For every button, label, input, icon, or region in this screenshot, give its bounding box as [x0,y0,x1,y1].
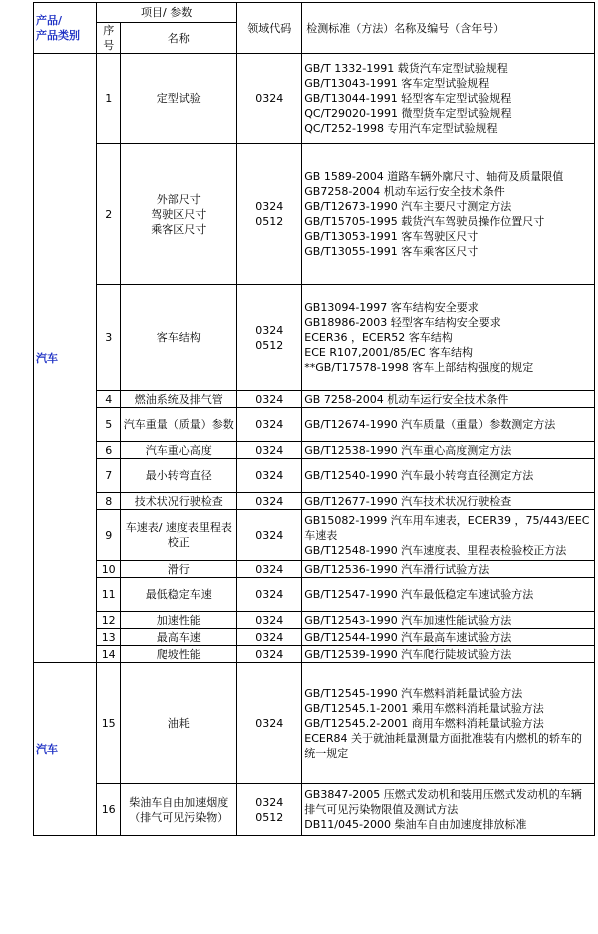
item-name: 油耗 [121,663,237,784]
row-number: 15 [97,663,121,784]
header-row-1 [34,3,595,23]
row-number: 5 [97,408,121,442]
text-line: QC/T252-1998 专用汽车定型试验规程 [304,122,498,135]
text-line: GB/T13044-1991 轻型客车定型试验规程 [304,92,512,105]
text-line: ECER84 关于就油耗量测量方面批准装有内燃机的轿车的统一规定 [304,731,582,760]
field-code: 0324 [237,493,302,510]
text-line: 外部尺寸 [156,192,201,206]
row-number: 3 [97,285,121,391]
text-line: 0324 [255,795,284,809]
field-code: 0324 [237,612,302,629]
standard-text: GB/T12547-1990 汽车最低稳定车速试验方法 [302,578,595,612]
table-row [34,408,595,442]
text-line: **GB/T17578-1998 客车上部结构强度的规定 [304,361,534,374]
row-number: 2 [97,144,121,285]
header-standard: 检测标准（方法）名称及编号（含年号） [302,3,595,54]
standard-text: GB/T12536-1990 汽车滑行试验方法 [302,561,595,578]
field-code: 0324 [237,629,302,646]
text-line: QC/T29020-1991 微型货车定型试验规程 [304,107,512,120]
text-line: ECE R107,2001/85/EC 客车结构 [304,346,474,359]
field-code: 0324 [237,561,302,578]
item-name [121,144,237,285]
text-line: GB/T12548-1990 汽车速度表、里程表检验校正方法 [304,543,567,557]
item-name: 滑行 [121,561,237,578]
standard-text [302,144,595,285]
text-line: 产品类别 [36,29,80,42]
standard-text [302,285,595,391]
table-row [34,612,595,629]
standard-text: GB/T12539-1990 汽车爬行陡坡试验方法 [302,646,595,663]
text-line: GB18986-2003 轻型客车结构安全要求 [304,316,501,329]
standard-text: GB/T12538-1990 汽车重心高度测定方法 [302,442,595,459]
field-code [237,784,302,836]
text-line: GB13094-1997 客车结构安全要求 [304,301,479,314]
text-line: GB3847-2005 压燃式发动机和装用压燃式发动机的车辆排气可见污染物限值及测试方法 [304,788,582,816]
text-line: ECER36 ，ECER52 客车结构 [304,331,453,344]
table-row [34,629,595,646]
row-number: 8 [97,493,121,510]
field-code: 0324 [237,391,302,408]
item-name: 柴油车自由加速烟度 （排气可见污染物） [121,784,237,836]
row-number: 16 [97,784,121,836]
item-name: 车速表/ 速度表里程表校正 [121,510,237,561]
text-line: DB11/045-2000 柴油车自由加速度排放标准 [304,818,527,831]
item-name: 汽车重量（质量）参数 [121,408,237,442]
text-line: GB/T12545.1-2001 乘用车燃料消耗量试验方法 [304,701,544,715]
category-cell: 汽车 [34,54,97,663]
text-line: 驾驶区尺寸 [151,207,207,221]
standard-text [302,54,595,144]
standard-text [302,663,595,784]
item-name: 汽车重心高度 [121,442,237,459]
item-name: 最低稳定车速 [121,578,237,612]
standard-text: GB 7258-2004 机动车运行安全技术条件 [302,391,595,408]
text-line: 0324 [255,323,284,337]
text-line: GB/T12545.2-2001 商用车燃料消耗量试验方法 [304,716,544,730]
text-line: GB/T12673-1990 汽车主要尺寸测定方法 [304,200,512,213]
field-code: 0324 [237,510,302,561]
item-name: 加速性能 [121,612,237,629]
field-code: 0324 [237,646,302,663]
text-line: 乘客区尺寸 [151,222,207,236]
item-name: 爬坡性能 [121,646,237,663]
row-number: 7 [97,459,121,493]
standard-text: GB/T12677-1990 汽车技术状况行驶检查 [302,493,595,510]
item-name: 燃油系统及排气管 [121,391,237,408]
text-line: GB/T13053-1991 客车驾驶区尺寸 [304,230,479,243]
header-item-param: 项目/ 参数 [97,3,237,23]
field-code: 0324 [237,578,302,612]
row-number: 1 [97,54,121,144]
row-number: 11 [97,578,121,612]
item-name: 最高车速 [121,629,237,646]
field-code: 0324 [237,408,302,442]
text-line: GB/T13055-1991 客车乘客区尺寸 [304,245,479,258]
row-number: 14 [97,646,121,663]
field-code [237,285,302,391]
standard-text: GB/T12544-1990 汽车最高车速试验方法 [302,629,595,646]
table-row [34,578,595,612]
item-name: 客车结构 [121,285,237,391]
text-line: GB/T 1332-1991 载货汽车定型试验规程 [304,62,508,75]
text-line: 0512 [255,338,284,352]
row-number: 9 [97,510,121,561]
table-row [34,510,595,561]
standards-table [33,2,595,836]
field-code: 0324 [237,663,302,784]
standard-text: GB/T12540-1990 汽车最小转弯直径测定方法 [302,459,595,493]
table-row [34,442,595,459]
text-line: GB15082-1999 汽车用车速表，ECER39 ，75/443/EEC 车速表 [304,513,590,542]
row-number: 12 [97,612,121,629]
text-line: 产品/ [36,14,63,27]
row-number: 6 [97,442,121,459]
text-line: 0512 [255,810,284,824]
standard-text [302,784,595,836]
header-category [34,3,97,54]
text-line: 0512 [255,215,284,228]
standards-table-body [34,3,595,836]
table-row [34,285,595,391]
field-code: 0324 [237,54,302,144]
text-line: GB7258-2004 机动车运行安全技术条件 [304,185,505,198]
table-row [34,493,595,510]
field-code: 0324 [237,459,302,493]
header-name: 名称 [121,23,237,54]
category-cell: 汽车 [34,663,97,836]
header-code: 领域代码 [237,3,302,54]
table-row [34,663,595,784]
table-row [34,561,595,578]
table-row [34,391,595,408]
table-row [34,784,595,836]
table-row [34,144,595,285]
text-line: GB/T15705-1995 载货汽车驾驶员操作位置尺寸 [304,215,545,228]
table-row [34,54,595,144]
table-row [34,646,595,663]
item-name: 最小转弯直径 [121,459,237,493]
row-number: 13 [97,629,121,646]
field-code: 0324 [237,442,302,459]
standard-text: GB/T12543-1990 汽车加速性能试验方法 [302,612,595,629]
text-line: GB 1589-2004 道路车辆外廓尺寸、轴荷及质量限值 [304,170,564,183]
standard-text: GB/T12674-1990 汽车质量（重量）参数测定方法 [302,408,595,442]
row-number: 10 [97,561,121,578]
item-name: 定型试验 [121,54,237,144]
item-name: 技术状况行驶检查 [121,493,237,510]
text-line: GB/T13043-1991 客车定型试验规程 [304,77,490,90]
text-line: 0324 [255,200,284,213]
standard-text [302,510,595,561]
text-line: GB/T12545-1990 汽车燃料消耗量试验方法 [304,686,523,700]
field-code [237,144,302,285]
table-row [34,459,595,493]
header-no: 序号 [97,23,121,54]
row-number: 4 [97,391,121,408]
